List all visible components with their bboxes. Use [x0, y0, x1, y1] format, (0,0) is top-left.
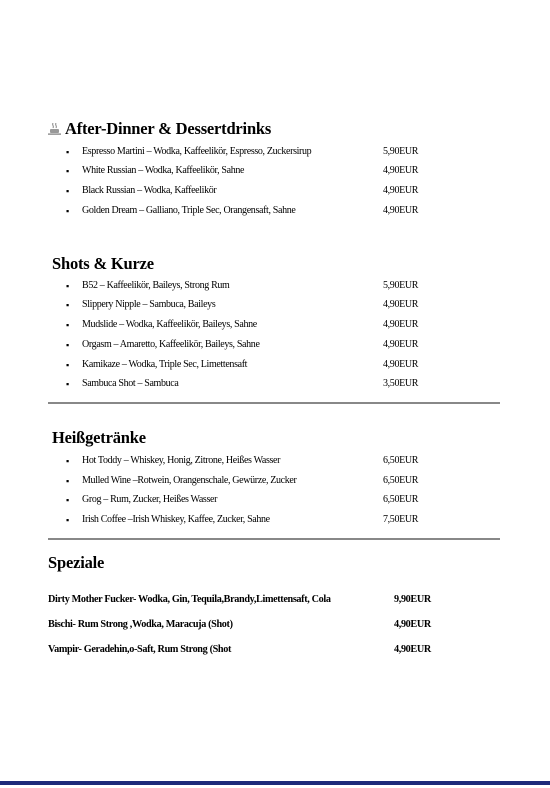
section-title-text: After-Dinner & Dessertdrinks — [65, 119, 272, 138]
list-item — [66, 181, 436, 201]
item-description: White Russian – Wodka, Kaffeelikör, Sahne — [82, 165, 245, 176]
item-description: Bischi- Rum Strong ,Wodka, Maracuja (Shot) — [48, 619, 233, 630]
footer-bar — [0, 781, 550, 785]
bullet: ▪ — [66, 300, 69, 310]
item-price: 6,50EUR — [383, 494, 419, 505]
bullet: ▪ — [66, 340, 69, 350]
item-price: 4,90EUR — [383, 339, 419, 350]
item-price: 4,90EUR — [394, 619, 431, 630]
bullet: ▪ — [66, 166, 69, 176]
section-title-hot-drinks: Heißgetränke — [52, 428, 146, 447]
item-description: Slippery Nipple – Sambuca, Baileys — [82, 299, 216, 310]
item-price: 4,90EUR — [383, 359, 419, 370]
list-item — [66, 295, 436, 315]
item-description: Mudslide – Wodka, Kaffeelikör, Baileys, Sahne — [82, 319, 257, 330]
section-title-after-dinner — [48, 119, 271, 139]
item-description: Dirty Mother Fucker- Wodka, Gin, Tequila,Brandy,Limettensaft, Cola — [48, 594, 331, 605]
item-price: 4,90EUR — [383, 205, 419, 216]
item-description: Vampir- Geradehin,o-Saft, Rum Strong (Shot — [48, 644, 232, 655]
list-item — [66, 201, 436, 221]
bullet: ▪ — [66, 476, 69, 486]
list-item — [66, 374, 436, 394]
item-price: 6,50EUR — [383, 475, 419, 486]
bullet: ▪ — [66, 379, 69, 389]
section-divider — [48, 538, 500, 540]
list-item — [66, 510, 436, 530]
item-description: Black Russian – Wodka, Kaffeelikör — [82, 185, 217, 196]
item-description: Sambuca Shot – Sambuca — [82, 378, 179, 389]
item-description: Hot Toddy – Whiskey, Honig, Zitrone, Heißes Wasser — [82, 455, 281, 466]
item-description: Orgasm – Amaretto, Kaffeelikör, Baileys, Sahne — [82, 339, 260, 350]
item-description: Irish Coffee –Irish Whiskey, Kaffee, Zucker, Sahne — [82, 514, 270, 525]
coffee-cup-icon — [48, 120, 62, 132]
bullet: ▪ — [66, 206, 69, 216]
item-price: 9,90EUR — [394, 594, 431, 605]
bullet: ▪ — [66, 360, 69, 370]
list-item — [66, 161, 436, 181]
item-price: 4,90EUR — [383, 185, 419, 196]
item-description: Mulled Wine –Rotwein, Orangenschale, Gewürze, Zucker — [82, 475, 297, 486]
item-price: 6,50EUR — [383, 455, 419, 466]
item-description: B52 – Kaffeelikör, Baileys, Strong Rum — [82, 280, 230, 291]
list-item — [66, 335, 436, 355]
section-title-special: Speziale — [48, 553, 105, 572]
special-item — [48, 590, 448, 610]
list-item — [66, 276, 436, 296]
list-item — [66, 142, 436, 162]
list-item — [66, 451, 436, 471]
item-description: Golden Dream – Galliano, Triple Sec, Orangensaft, Sahne — [82, 205, 296, 216]
special-item — [48, 615, 448, 635]
item-price: 3,50EUR — [383, 378, 419, 389]
bullet: ▪ — [66, 320, 69, 330]
special-item — [48, 640, 448, 660]
list-item — [66, 315, 436, 335]
item-description: Kamikaze – Wodka, Triple Sec, Limettensaft — [82, 359, 248, 370]
item-description: Espresso Martini – Wodka, Kaffeelikör, Espresso, Zuckersirup — [82, 146, 312, 157]
bullet: ▪ — [66, 281, 69, 291]
bullet: ▪ — [66, 456, 69, 466]
bullet: ▪ — [66, 147, 69, 157]
section-title-shots: Shots & Kurze — [52, 254, 154, 273]
item-price: 5,90EUR — [383, 280, 419, 291]
section-divider — [48, 402, 500, 404]
item-price: 4,90EUR — [394, 644, 431, 655]
bullet: ▪ — [66, 495, 69, 505]
item-price: 7,50EUR — [383, 514, 419, 525]
list-item — [66, 490, 436, 510]
bullet: ▪ — [66, 515, 69, 525]
item-price: 4,90EUR — [383, 319, 419, 330]
item-price: 5,90EUR — [383, 146, 419, 157]
item-price: 4,90EUR — [383, 165, 419, 176]
item-price: 4,90EUR — [383, 299, 419, 310]
list-item — [66, 471, 436, 491]
bullet: ▪ — [66, 186, 69, 196]
list-item — [66, 355, 436, 375]
item-description: Grog – Rum, Zucker, Heißes Wasser — [82, 494, 218, 505]
